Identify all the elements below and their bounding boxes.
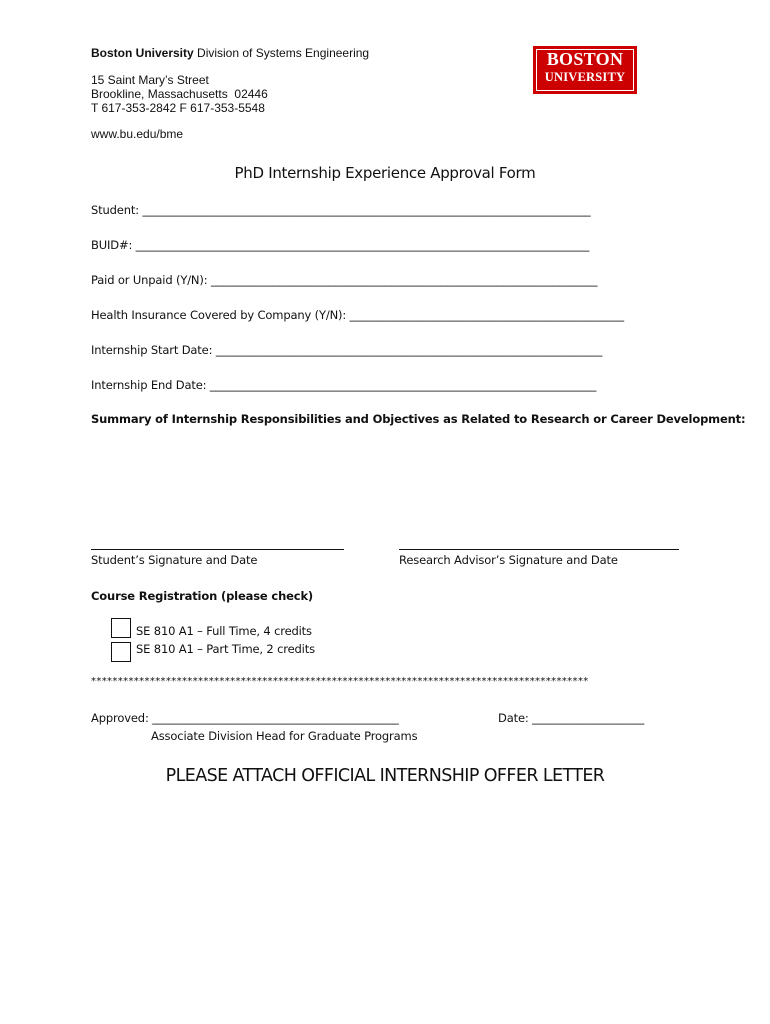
division-name: Division of Systems Engineering xyxy=(193,46,370,60)
address-line-1: 15 Saint Mary’s Street xyxy=(91,73,209,87)
advisor-signature-label: Research Advisor’s Signature and Date xyxy=(399,553,618,567)
approver-title: Associate Division Head for Graduate Programs xyxy=(151,729,418,743)
org-name: Boston University xyxy=(91,46,194,60)
approved-field[interactable]: Approved: ____________________________________________ xyxy=(91,711,399,725)
logo-line-boston: BOSTON xyxy=(546,49,624,69)
website: www.bu.edu/bme xyxy=(91,127,184,141)
advisor-signature-line[interactable] xyxy=(399,549,679,550)
course-registration-label: Course Registration (please check) xyxy=(91,589,314,603)
summary-label: Summary of Internship Responsibilities and Objectives as Related to Research or Career Development: xyxy=(91,412,746,426)
form-title: PhD Internship Experience Approval Form xyxy=(234,164,536,182)
phone-fax: T 617-353-2842 F 617-353-5548 xyxy=(91,101,265,115)
letterhead-org xyxy=(91,46,369,60)
address-line-2: Brookline, Massachusetts 02446 xyxy=(91,87,268,101)
end-date-field[interactable]: Internship End Date: _____________________________________________________________________ xyxy=(91,378,597,392)
part-time-option-label: SE 810 A1 – Part Time, 2 credits xyxy=(136,642,315,656)
health-insurance-field[interactable]: Health Insurance Covered by Company (Y/N): _________________________________________________ xyxy=(91,308,625,322)
student-signature-label: Student’s Signature and Date xyxy=(91,553,258,567)
boston-university-logo xyxy=(533,46,637,94)
student-field[interactable]: Student: ________________________________________________________________________________ xyxy=(91,203,591,217)
approval-date-field[interactable]: Date: ____________________ xyxy=(498,711,645,725)
logo-line-university: UNIVERSITY xyxy=(544,70,626,84)
paid-unpaid-field[interactable]: Paid or Unpaid (Y/N): _____________________________________________________________________ xyxy=(91,273,598,287)
part-time-checkbox[interactable] xyxy=(111,642,131,662)
student-signature-line[interactable] xyxy=(91,549,344,550)
attach-offer-letter-notice: PLEASE ATTACH OFFICIAL INTERNSHIP OFFER LETTER xyxy=(165,766,605,786)
full-time-option-label: SE 810 A1 – Full Time, 4 credits xyxy=(136,624,312,638)
asterisk-separator: ********************************************************************************************* xyxy=(91,676,589,687)
summary-area[interactable] xyxy=(91,432,679,532)
buid-field[interactable]: BUID#: _________________________________________________________________________________ xyxy=(91,238,590,252)
full-time-checkbox[interactable] xyxy=(111,618,131,638)
start-date-field[interactable]: Internship Start Date: _____________________________________________________________________ xyxy=(91,343,603,357)
